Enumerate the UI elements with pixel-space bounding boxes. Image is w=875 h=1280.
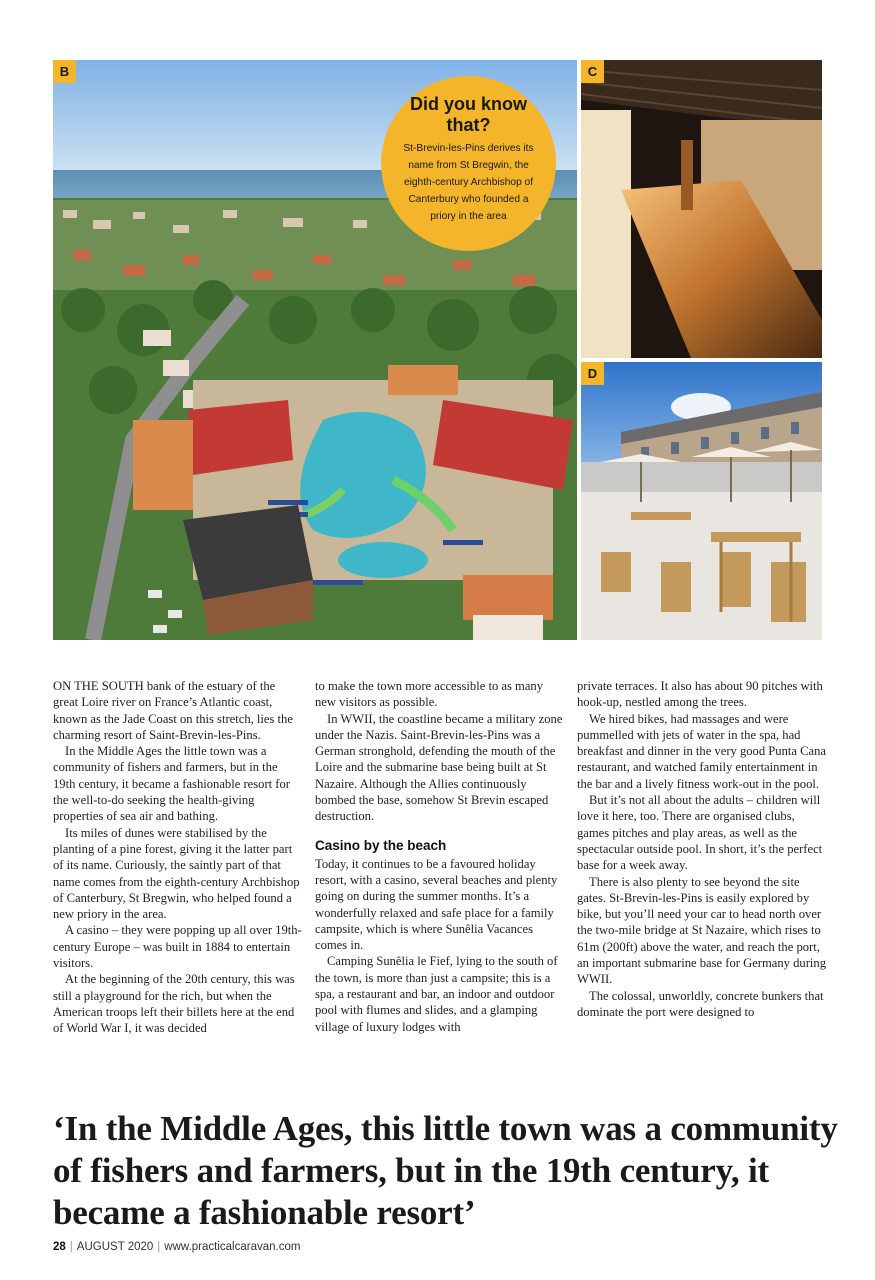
article-paragraph: Today, it continues to be a favoured holiday resort, with a casino, several beaches and plenty going on during the summer months. It’s a wonderfully relaxed and safe place for a family campsite, which is where Sunêlia Vacances comes in. [315,856,558,953]
article-paragraph: The colossal, unworldly, concrete bunkers that dominate the port were designed to [577,988,824,1019]
article-paragraph: In the Middle Ages the little town was a community of fishers and farmers, but in the 19th century, it became a fashionable resort for the well-to-do seeking the health-giving properties of sea air and bathing. [53,744,290,824]
lead-in-text: bank of the estuary of the great Loire river on France’s Atlantic coast, known as the Jade Coast on this stretch, lies the charming resort of Saint-Brevin-les-Pins. [53,679,293,742]
lead-in-caps: ON THE SOUTH [53,679,144,693]
website-link[interactable]: www.practicalcaravan.com [164,1241,301,1253]
article-paragraph: We hired bikes, had massages and were pummelled with jets of water in the spa, had breakfast and dinner in the very good Punta Cana restaurant, and watched family entertainment in the bar and a lively fitness work-out in the pool. [577,711,827,791]
article-subheading: Casino by the beach [315,837,447,853]
page-number: 28 [53,1241,66,1253]
article-paragraph: Camping Sunêlia le Fief, lying to the south of the town, is more than just a campsite; this is a spa, a restaurant and bar, an indoor and outdoor pool with flumes and slides, and a glamping village of luxury lodges with [315,954,558,1034]
article-paragraph: But it’s not all about the adults – children will love it here, too. There are organised clubs, games pitches and play areas, as well as the spectacular outside pool. In short, it’s the perfect base for a week away. [577,793,823,873]
submarine-base-image [581,60,822,358]
article-paragraph: There is also plenty to see beyond the site gates. St-Brevin-les-Pins is easily explored by bike, but you’ll need your car to head north over the two-mile bridge at St Nazaire, which rises to 61m (200ft) above the water, and reach the port, an important submarine base for Germany during WWII. [577,874,827,987]
footer-separator: | [157,1241,161,1253]
did-you-know-title: Did you know that? [410,94,527,135]
terrace-image [581,362,822,640]
article-paragraph: In WWII, the coastline became a military zone under the Nazis. Saint-Brevin-les-Pins was a German stronghold, defending the mouth of the Loire and the submarine base being built at St Nazaire. Although the Allies continuously bombed the base, somehow St Brevin escaped destruction. [315,711,563,824]
article-paragraph: to make the town more accessible to as many new visitors as possible. [315,679,544,710]
page-footer [53,1241,300,1253]
article-column-2 [315,678,565,1035]
photo-terrace [581,362,822,640]
article-column-1 [53,678,303,1037]
photo-submarine-base [581,60,822,358]
article-paragraph: At the beginning of the 20th century, this was still a playground for the rich, but when the American troops left their billets here at the end of World War I, it was decided [53,972,295,1036]
article-column-3 [577,678,827,1020]
article-lead-paragraph [53,678,303,743]
article-paragraph: private terraces. It also has about 90 pitches with hook-up, nestled among the trees. [577,679,823,710]
article-paragraph: A casino – they were popping up all over 19th-century Europe – was built in 1884 to entertain visitors. [53,923,302,971]
pull-quote: ‘In the Middle Ages, this little town was a community of fishers and farmers, but in the 19th century, it became a fashionable resort’ [53,1109,838,1232]
issue-date: AUGUST 2020 [76,1241,154,1253]
did-you-know-callout [381,76,556,251]
photo-tag-d: D [581,362,604,385]
footer-separator: | [69,1241,73,1253]
did-you-know-body: St-Brevin-les-Pins derives its name from St Bregwin, the eighth-century Archbishop of Canterbury who founded a priory in the area [403,143,534,222]
article-paragraph: Its miles of dunes were stabilised by the planting of a pine forest, giving it the latter part of its name. Curiously, the saintly part of that name comes from the eighth-century Archbishop of Canterbury, St Bregwin, who helped found a new priory in the area. [53,825,300,922]
photo-tag-b: B [53,60,76,83]
photo-tag-c: C [581,60,604,83]
